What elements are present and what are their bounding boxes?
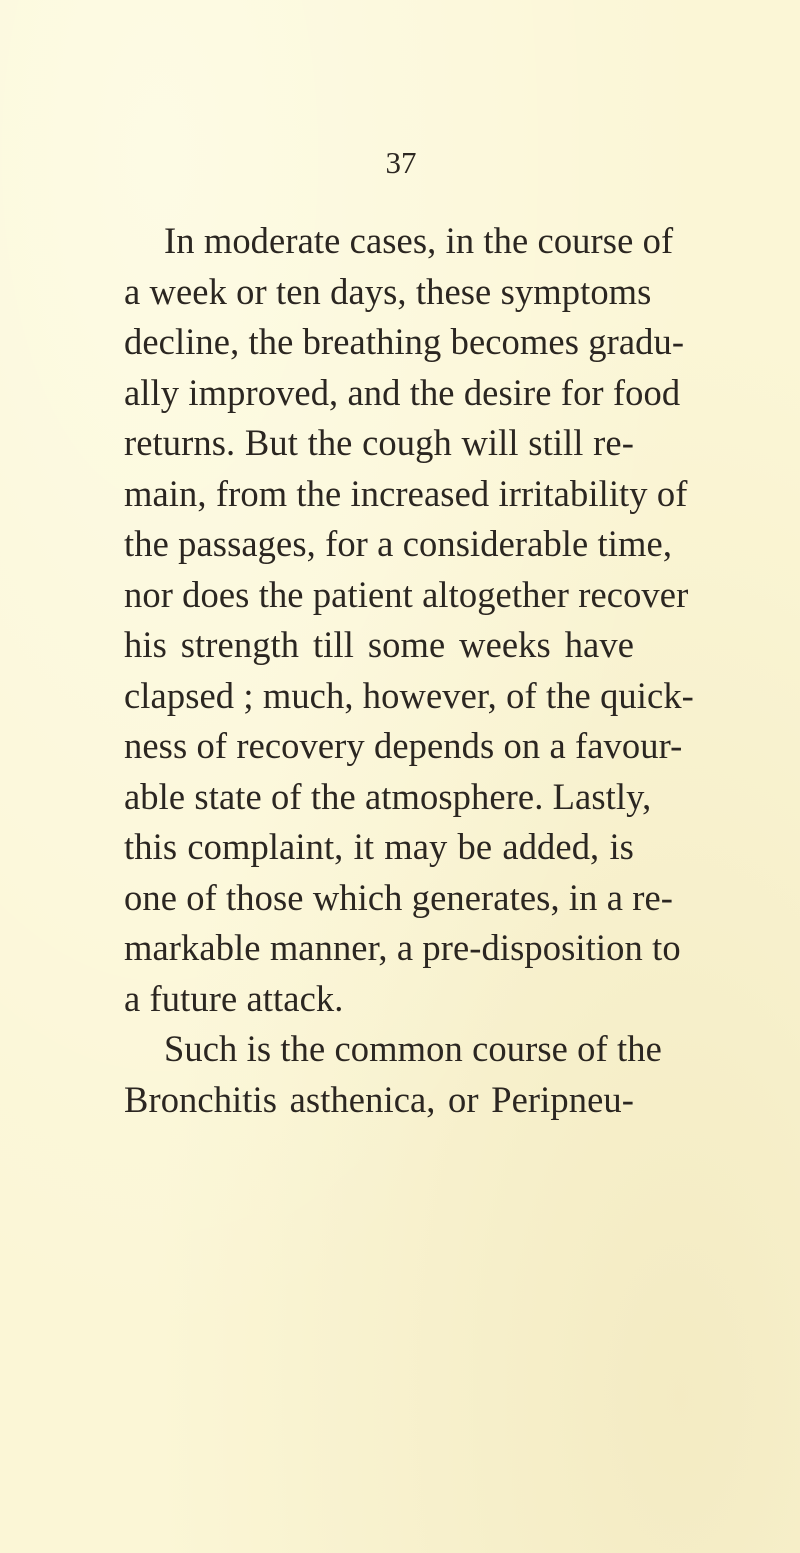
text-line: one of those which generates, in a re- (124, 876, 674, 918)
text-line: able state of the atmosphere. Lastly, (124, 775, 652, 817)
body-text (124, 216, 694, 1125)
text-line: ness of recovery depends on a favour- (124, 725, 683, 766)
text-line: a week or ten days, these symptoms (124, 270, 652, 312)
page-number: 37 (385, 145, 417, 180)
text-line: the passages, for a considerable time, (124, 523, 673, 564)
text-line: markable manner, a pre-disposition to (124, 927, 681, 968)
text-line: Bronchitis asthenica, or Peripneu- (124, 1078, 634, 1120)
text-line: returns. But the cough will still re- (124, 422, 634, 463)
text-line: a future attack. (124, 977, 344, 1019)
text-line: this complaint, it may be added, is (124, 826, 634, 867)
text-line: his strength till some weeks have (124, 624, 634, 665)
text-line: ally improved, and the desire for food (124, 371, 681, 413)
text-line: decline, the breathing becomes gradu- (124, 321, 685, 362)
text-line: main, from the increased irritability of (124, 472, 688, 514)
text-line: clapsed ; much, however, of the quick- (124, 674, 694, 716)
text-line: In moderate cases, in the course of (164, 220, 674, 261)
text-line: Such is the common course of the (164, 1028, 662, 1069)
text-line: nor does the patient altogether recover (124, 573, 689, 615)
